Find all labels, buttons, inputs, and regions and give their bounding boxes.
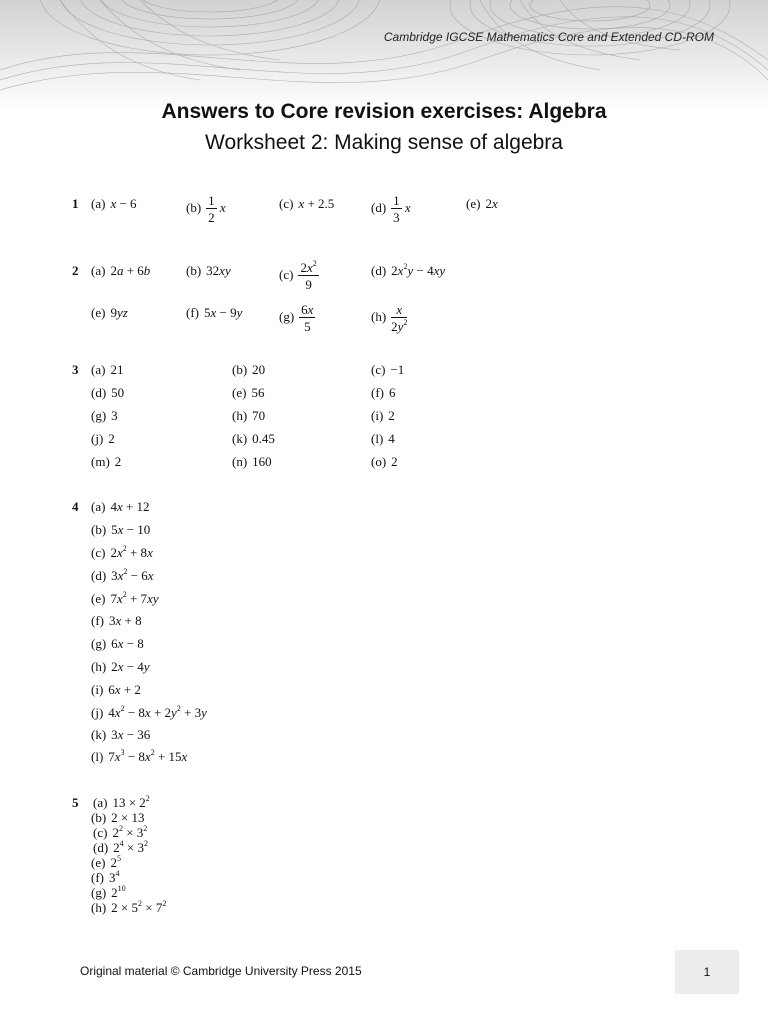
question-4-number: 4: [72, 499, 79, 514]
part-label: (e): [91, 591, 106, 606]
part-answer: $\frac{6x}{5}$: [301, 302, 314, 334]
footer-copyright: Original material © Cambridge University Press 2015: [80, 964, 362, 978]
part-answer: $2^{10}$: [111, 884, 126, 900]
q4-part-k: [91, 725, 150, 745]
page-title: Answers to Core revision exercises: Algebra: [161, 100, 607, 123]
q3-part-g: [91, 406, 118, 426]
part-label: (l): [371, 431, 384, 446]
part-answer: $2^5$: [110, 854, 121, 870]
part-label: (i): [371, 408, 384, 423]
part-label: (n): [232, 454, 248, 469]
q5-part-b: [91, 810, 145, 825]
q3-part-b: [232, 360, 265, 380]
part-answer: 2x − 4y: [111, 659, 150, 674]
part-answer: $3x^2 - 6x$: [111, 567, 154, 583]
part-answer: x + 2.5: [298, 196, 335, 211]
part-label: (a): [93, 795, 108, 810]
part-label: (b): [186, 263, 202, 278]
q4-part-l: [91, 747, 187, 767]
q3-part-i: [371, 406, 395, 426]
part-answer: $4x^2 - 8x + 2y^2 + 3y$: [108, 704, 207, 720]
part-answer: 3x + 8: [109, 613, 142, 628]
q2-part-b: [186, 261, 231, 281]
q2-part-h: [371, 302, 408, 334]
q4-part-a: [91, 497, 150, 517]
q5-part-e: [91, 855, 121, 870]
q1-part-a: [91, 194, 137, 214]
q3-part-k: [232, 429, 275, 449]
q3-part-a: [91, 360, 123, 380]
part-answer: 56: [251, 385, 265, 400]
part-label: (g): [91, 408, 107, 423]
q4-part-g: [91, 634, 144, 654]
part-answer: $2^2 \times 3^2$: [112, 824, 148, 840]
part-answer: $3^4$: [109, 869, 120, 885]
q2-part-c: [279, 259, 319, 292]
part-answer: $2x^2 + 8x$: [110, 544, 153, 560]
part-label: (f): [91, 870, 104, 885]
part-answer: $2 \times 5^2 \times 7^2$: [111, 899, 167, 915]
part-label: (l): [91, 749, 104, 764]
q2-part-g: [279, 302, 315, 334]
part-label: (d): [91, 568, 107, 583]
part-answer: $13 \times 2^2$: [112, 794, 150, 810]
page-subtitle: Worksheet 2: Making sense of algebra: [205, 131, 563, 154]
part-label: (k): [232, 431, 248, 446]
q4-part-b: [91, 520, 150, 540]
part-label: (e): [466, 196, 481, 211]
part-label: (h): [91, 900, 107, 915]
q1-part-d: [371, 193, 411, 225]
part-answer: $2x^2y - 4xy$: [391, 262, 446, 278]
part-answer: 6x − 8: [111, 636, 144, 651]
part-answer: 2 × 13: [111, 810, 145, 825]
part-answer: 160: [252, 454, 272, 469]
part-answer: 20: [252, 362, 266, 377]
part-label: (e): [232, 385, 247, 400]
part-answer: 32xy: [206, 263, 231, 278]
part-label: (c): [93, 825, 108, 840]
part-answer: 2: [388, 408, 395, 423]
part-answer: $\frac{x}{2y^2}$: [391, 302, 408, 334]
question-3-number: 3: [72, 362, 79, 377]
part-label: (a): [91, 499, 106, 514]
q3-part-e: [232, 383, 264, 403]
q5-part-g: [91, 885, 126, 900]
part-label: (j): [91, 705, 104, 720]
part-label: (e): [91, 855, 106, 870]
q3-part-j: [91, 429, 115, 449]
part-answer: 2x: [485, 196, 498, 211]
part-label: (h): [371, 308, 387, 324]
part-label: (h): [232, 408, 248, 423]
part-answer: 3x − 36: [111, 727, 151, 742]
question-1-number: 1: [72, 196, 79, 211]
part-label: (d): [371, 199, 387, 215]
page-number: 1: [675, 950, 739, 994]
part-answer: $\frac{2x^2}{9}$: [300, 259, 317, 292]
q2-part-a: [91, 261, 150, 281]
q5-part-c: [93, 825, 147, 840]
q3-part-h: [232, 406, 265, 426]
part-label: (c): [279, 196, 294, 211]
q3-part-c: [371, 360, 404, 380]
q5-part-h: [91, 900, 166, 915]
part-answer: $\frac{1}{2}$ x: [208, 193, 226, 225]
q3-part-n: [232, 452, 272, 472]
part-answer: −1: [390, 362, 405, 377]
q5-part-a: [93, 795, 150, 810]
q4-part-c: [91, 543, 153, 563]
part-answer: $7x^2 + 7xy$: [110, 590, 159, 606]
part-answer: 4x + 12: [110, 499, 150, 514]
part-label: (a): [91, 263, 106, 278]
part-label: (b): [232, 362, 248, 377]
part-answer: x − 6: [110, 196, 137, 211]
q4-part-d: [91, 566, 154, 586]
part-label: (h): [91, 659, 107, 674]
part-answer: 6x + 2: [108, 682, 141, 697]
q4-part-e: [91, 589, 159, 609]
part-label: (b): [91, 810, 107, 825]
part-answer: 21: [110, 362, 124, 377]
q2-part-d: [371, 261, 445, 281]
part-label: (f): [371, 385, 384, 400]
q1-part-c: [279, 194, 334, 214]
q3-part-d: [91, 383, 124, 403]
part-label: (g): [91, 636, 107, 651]
q2-part-f: [186, 303, 242, 323]
part-label: (b): [91, 522, 107, 537]
part-answer: $2^4 \times 3^2$: [113, 839, 149, 855]
part-label: (d): [371, 263, 387, 278]
part-answer: 2: [391, 454, 398, 469]
part-label: (g): [91, 885, 107, 900]
q3-part-l: [371, 429, 395, 449]
part-answer: 3: [111, 408, 118, 423]
header-note: Cambridge IGCSE Mathematics Core and Extended CD-ROM: [383, 30, 714, 44]
part-answer: 50: [111, 385, 125, 400]
q1-part-b: [186, 193, 226, 225]
part-answer: 6: [389, 385, 396, 400]
part-label: (j): [91, 431, 104, 446]
part-label: (o): [371, 454, 387, 469]
part-label: (f): [91, 613, 104, 628]
q1-part-e: [466, 194, 498, 214]
part-label: (c): [279, 266, 294, 282]
part-answer: 5x − 10: [111, 522, 151, 537]
question-2-number: 2: [72, 263, 79, 278]
q4-part-h: [91, 657, 150, 677]
part-label: (k): [91, 727, 107, 742]
part-answer: 2a + 6b: [110, 263, 151, 278]
part-answer: 2: [108, 431, 115, 446]
part-label: (g): [279, 308, 295, 324]
part-label: (c): [371, 362, 386, 377]
q4-part-i: [91, 680, 141, 700]
part-answer: 2: [114, 454, 122, 469]
part-label: (a): [91, 196, 106, 211]
q3-part-o: [371, 452, 398, 472]
part-answer: 4: [388, 431, 395, 446]
part-label: (f): [186, 305, 199, 320]
q4-part-j: [91, 703, 207, 723]
part-label: (a): [91, 362, 106, 377]
part-answer: $\frac{1}{3}$ x: [393, 193, 411, 225]
part-label: (b): [186, 199, 202, 215]
part-answer: 0.45: [252, 431, 275, 446]
part-label: (e): [91, 305, 106, 320]
part-answer: $7x^3 - 8x^2 + 15x$: [108, 748, 188, 764]
q5-part-d: [93, 840, 148, 855]
q3-part-f: [371, 383, 396, 403]
decorative-banner: [0, 0, 768, 110]
part-answer: 70: [252, 408, 266, 423]
part-answer: 5x − 9y: [204, 305, 243, 320]
q3-part-m: [91, 452, 121, 472]
q2-part-e: [91, 303, 128, 323]
part-label: (m): [91, 454, 110, 469]
part-label: (d): [93, 840, 109, 855]
q4-part-f: [91, 611, 142, 631]
question-5-number: 5: [72, 795, 79, 810]
q5-part-f: [91, 870, 120, 885]
part-label: (i): [91, 682, 104, 697]
part-answer: 9yz: [110, 305, 128, 320]
part-label: (c): [91, 545, 106, 560]
part-label: (d): [91, 385, 107, 400]
